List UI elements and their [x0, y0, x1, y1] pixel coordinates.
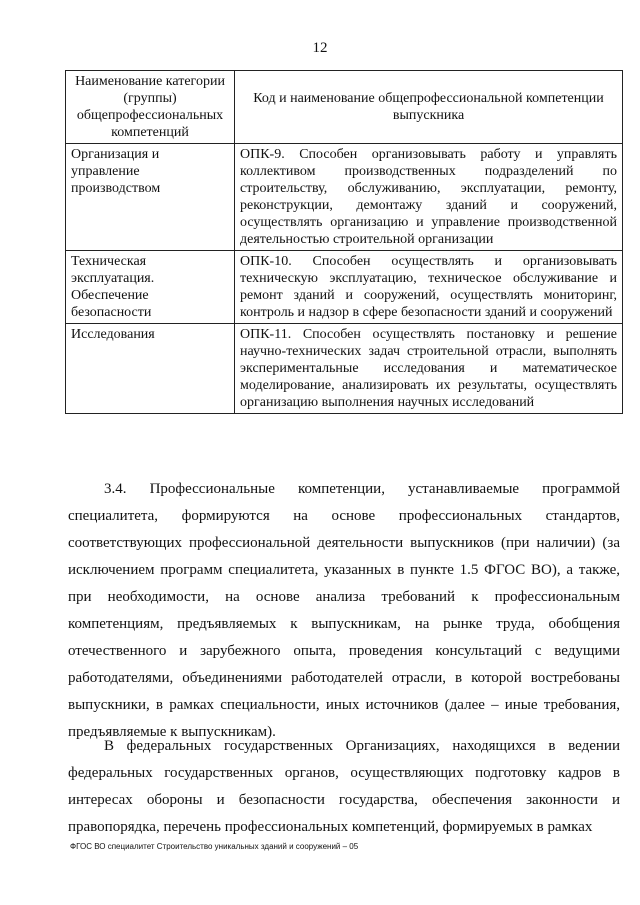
header-category: Наименование категории (группы) общепрофессиональных компетенций	[66, 71, 235, 144]
row-category: Техническая эксплуатация. Обеспечение безопасности	[66, 251, 235, 324]
table-row	[66, 251, 623, 324]
paragraph-federal-organizations: В федеральных государственных Организациях, находящихся в ведении федеральных государственных органов, осуществляющих подготовку кадров в интересах обороны и безопасности государства, обеспечения законности и правопорядка, перечень профессиональных компетенций, формируемых в рамках	[68, 738, 620, 835]
page-number: 12	[312, 40, 328, 56]
footer-note: ФГОС ВО специалитет Строительство уникальных зданий и сооружений – 05	[70, 842, 359, 851]
row-competence: ОПК-10. Способен осуществлять и организовывать техническую эксплуатацию, техническое обслуживание и ремонт зданий и сооружений, осуществлять мониторинг, контроль и надзор в сфере безопасности зданий и сооружений	[235, 251, 623, 324]
row-category: Организация и управление производством	[66, 144, 235, 251]
row-competence: ОПК-11. Способен осуществлять постановку и решение научно-технических задач строительной отрасли, выполнять экспериментальные исследования и математическое моделирование, анализировать их результаты, осуществлять организацию выполнения научных исследований	[235, 324, 623, 414]
table-header-row	[66, 71, 623, 144]
header-competence: Код и наименование общепрофессиональной компетенции выпускника	[235, 71, 623, 144]
table-row	[66, 324, 623, 414]
row-category: Исследования	[66, 324, 235, 414]
competence-table	[65, 70, 623, 414]
paragraph-3-4: 3.4. Профессиональные компетенции, устанавливаемые программой специалитета, формируются на основе профессиональных стандартов, соответствующих профессиональной деятельности выпускников (при наличии) (за исключением программ специалитета, указанных в пункте 1.5 ФГОС ВО), а также, при необходимости, на основе анализа требований к профессиональным компетенциям, предъявляемых к выпускникам, на рынке труда, обобщения отечественного и зарубежного опыта, проведения консультаций с ведущими работодателями, объединениями работодателей отрасли, в которой востребованы выпускники, в рамках специальности, иных источников (далее – иные требования, предъявляемые к выпускникам).	[68, 481, 620, 740]
row-competence: ОПК-9. Способен организовывать работу и управлять коллективом производственных подразделений по строительству, обслуживанию, эксплуатации, ремонту, реконструкции, демонтажу зданий и сооружений, осуществлять организацию и управление производственной деятельностью строительной организации	[235, 144, 623, 251]
table-row	[66, 144, 623, 251]
